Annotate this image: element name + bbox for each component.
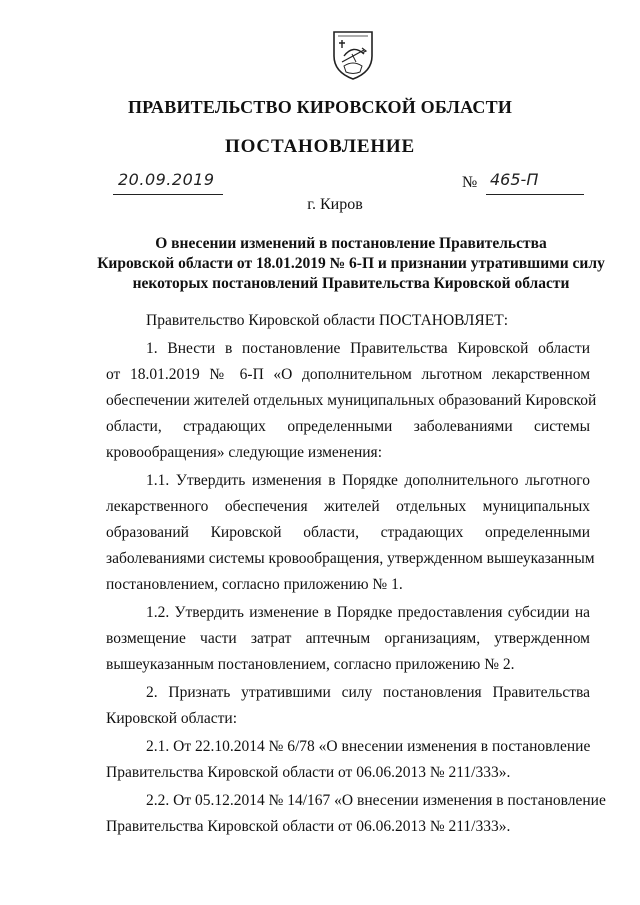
text-line: Правительства Кировской области от 06.06.2013 № 211/333». xyxy=(106,818,511,835)
paragraph-1 xyxy=(106,336,597,466)
heading-line: Кировской области от 18.01.2019 № 6-П и признании утратившими силу xyxy=(97,255,605,272)
city: г. Киров xyxy=(307,196,363,213)
text-line: образований Кировской области, страдающих определенными xyxy=(106,524,590,541)
text-line: 1. Внести в постановление Правительства Кировской области xyxy=(146,340,590,357)
heading-line: некоторых постановлений Правительства Кировской области xyxy=(132,275,570,292)
paragraph-preamble xyxy=(106,308,590,334)
text-line: 2.2. От 05.12.2014 № 14/167 «О внесении изменения в постановление xyxy=(146,792,606,809)
text-line: 1.2. Утвердить изменение в Порядке предоставления субсидии на xyxy=(146,604,590,621)
text-line: заболеваниями системы кровообращения, утвержденном вышеуказанным xyxy=(106,550,595,567)
paragraph-2-1 xyxy=(106,734,590,786)
text-line: от 18.01.2019 № 6-П «О дополнительном льготном лекарственном xyxy=(106,366,590,383)
text-line: обеспечении жителей отдельных муниципальных образований Кировской xyxy=(106,392,597,409)
kirov-oblast-crest-icon xyxy=(330,26,376,82)
document-date: 20.09.2019 xyxy=(118,170,215,189)
text-line: возмещение части затрат аптечным организациям, утвержденном xyxy=(106,630,590,647)
document-type: ПОСТАНОВЛЕНИЕ xyxy=(225,136,415,157)
document-body xyxy=(106,308,606,840)
organization-name: ПРАВИТЕЛЬСТВО КИРОВСКОЙ ОБЛАСТИ xyxy=(127,97,513,117)
text-line: 2. Признать утратившими силу постановления Правительства xyxy=(146,684,590,701)
text-line: Кировской области: xyxy=(106,710,238,727)
text-line: области, страдающих определенными заболеваниями системы xyxy=(106,418,590,435)
paragraph-2 xyxy=(106,680,590,732)
number-label: № xyxy=(462,174,478,191)
text-line: вышеуказанным постановлением, согласно приложению № 2. xyxy=(106,656,515,673)
paragraph-1-2 xyxy=(106,600,590,678)
text-line: 1.1. Утвердить изменения в Порядке дополнительного льготного xyxy=(146,472,590,489)
text-line: 2.1. От 22.10.2014 № 6/78 «О внесении изменения в постановление xyxy=(146,738,591,755)
document-number: 465-П xyxy=(490,170,539,189)
text-line: Правительства Кировской области от 06.06.2013 № 211/333». xyxy=(106,764,511,781)
text-line: Правительство Кировской области ПОСТАНОВЛЯЕТ: xyxy=(146,312,509,329)
paragraph-1-1 xyxy=(106,468,595,598)
text-line: постановлением, согласно приложению № 1. xyxy=(106,576,403,593)
text-line: кровообращения» следующие изменения: xyxy=(106,444,382,461)
text-line: лекарственного обеспечения жителей отдельных муниципальных xyxy=(106,498,590,515)
document-heading xyxy=(96,234,606,294)
paragraph-2-2 xyxy=(106,788,606,840)
heading-line: О внесении изменений в постановление Правительства xyxy=(155,235,547,252)
